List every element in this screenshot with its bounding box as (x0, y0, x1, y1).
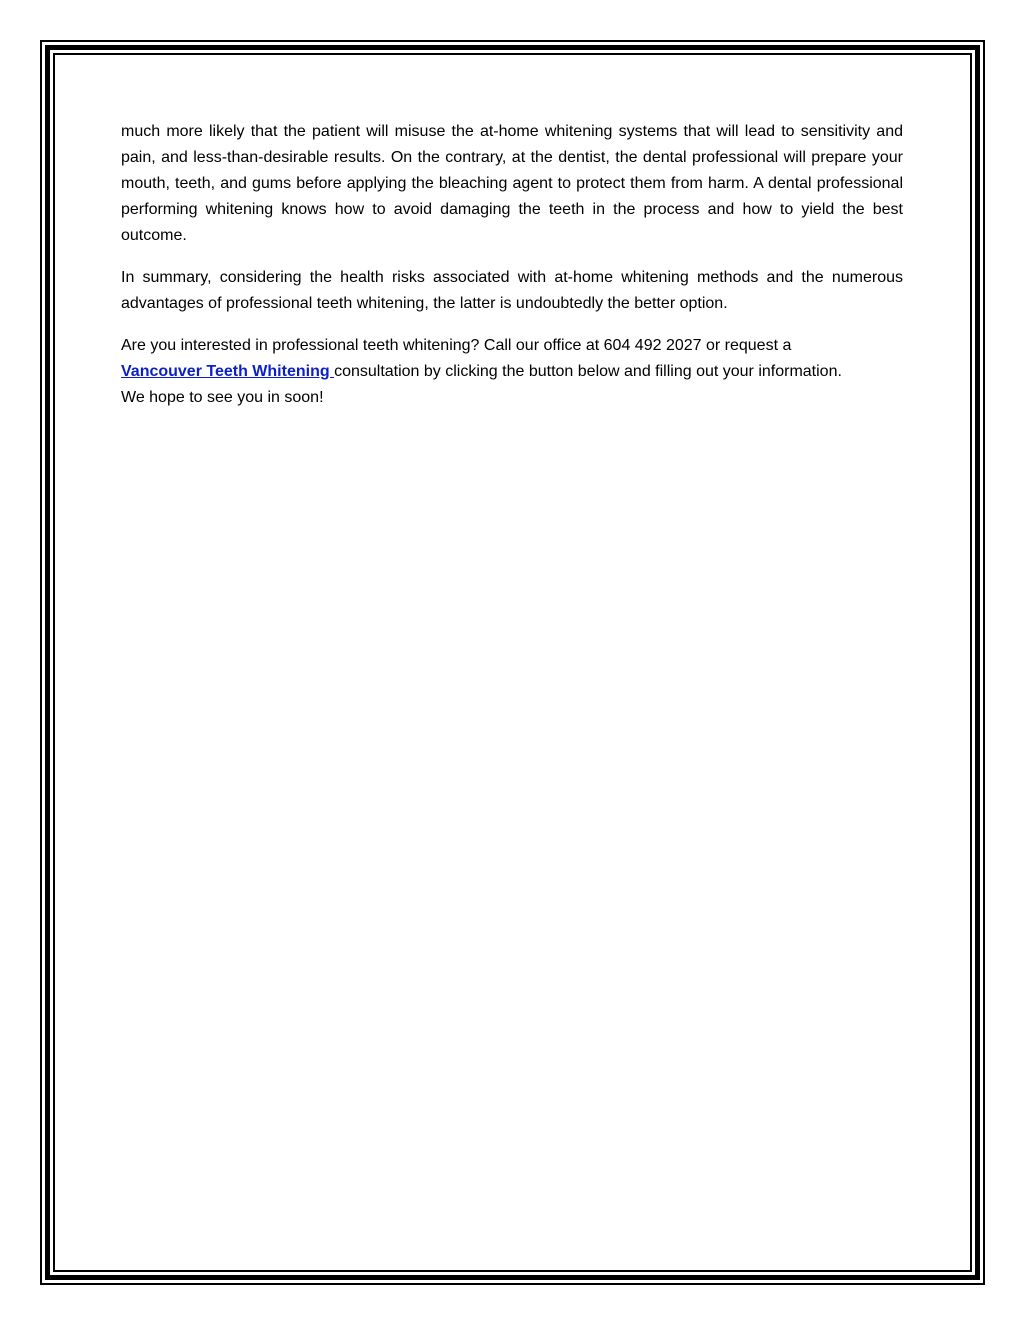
cta-closing: We hope to see you in soon! (121, 389, 324, 406)
cta-text-before: Are you interested in professional teeth whitening? Call our office at 604 492 2027 or request a (121, 337, 792, 354)
paragraph-whitening-risks: much more likely that the patient will misuse the at-home whitening systems that will lead to sensitivity and pain, and less-than-desirable results. On the contrary, at the dentist, the dental professional will prepare your mouth, teeth, and gums before applying the bleaching agent to protect them from harm. A dental professional performing whitening knows how to avoid damaging the teeth in the process and how to yield the best outcome. (121, 123, 903, 244)
document-body (121, 119, 903, 427)
paragraph-summary: In summary, considering the health risks associated with at-home whitening methods and the numerous advantages of professional teeth whitening, the latter is undoubtedly the better option. (121, 269, 903, 312)
vancouver-teeth-whitening-link[interactable]: Vancouver Teeth Whitening (121, 363, 335, 380)
paragraph-call-to-action (121, 333, 903, 411)
cta-text-after: consultation by clicking the button below and filling out your information. (334, 363, 842, 380)
